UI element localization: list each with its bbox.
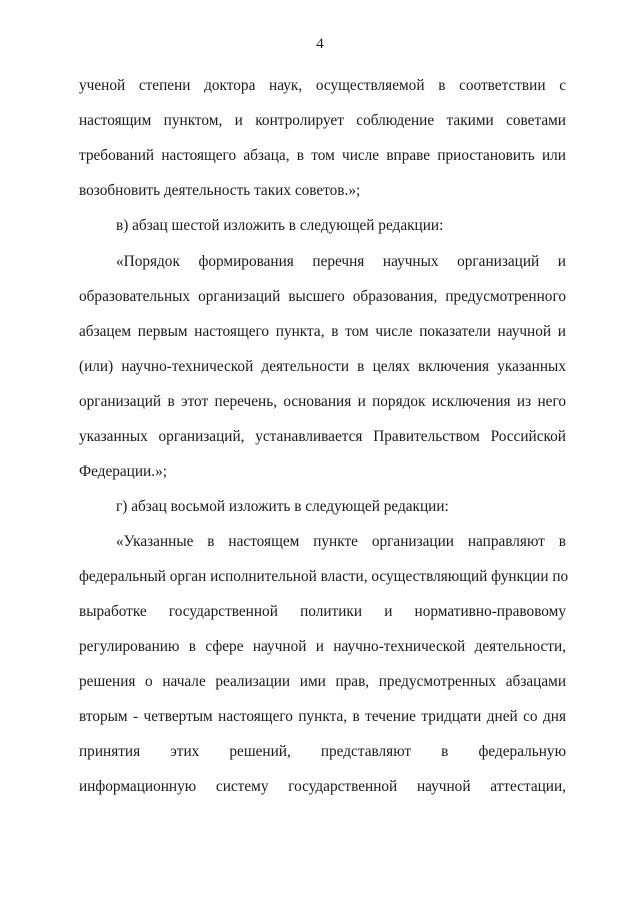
text-line: федеральный орган исполнительной власти, осуществляющий функции по <box>79 568 569 585</box>
text-line: ученой степени доктора наук, осуществляемой в соответствии с <box>79 77 566 94</box>
text-line: регулированию в сфере научной и научно-технической деятельности, <box>79 638 566 655</box>
text-line: «Указанные в настоящем пункте организации направляют в <box>116 533 566 550</box>
paragraph-heading: г) абзац восьмой изложить в следующей редакции: <box>116 498 449 515</box>
text-line: «Порядок формирования перечня научных организаций и <box>116 253 566 270</box>
page-number: 4 <box>316 36 324 52</box>
text-line: организаций в этот перечень, основания и порядок исключения из него <box>79 393 566 410</box>
text-line: информационную систему государственной научной аттестации, <box>79 778 566 795</box>
text-line: настоящим пунктом, и контролирует соблюдение такими советами <box>79 112 566 129</box>
text-line: вторым - четвертым настоящего пункта, в течение тридцати дней со дня <box>79 708 566 725</box>
text-line: указанных организаций, устанавливается Правительством Российской <box>79 428 566 445</box>
text-line: (или) научно-технической деятельности в целях включения указанных <box>79 358 566 375</box>
text-line: образовательных организаций высшего образования, предусмотренного <box>79 288 566 305</box>
text-line: возобновить деятельность таких советов.»; <box>79 182 361 199</box>
paragraph-heading: в) абзац шестой изложить в следующей редакции: <box>116 217 444 234</box>
text-line: решения о начале реализации ими прав, предусмотренных абзацами <box>79 673 566 690</box>
text-line: выработке государственной политики и нормативно-правовому <box>79 603 566 620</box>
text-line: абзацем первым настоящего пункта, в том числе показатели научной и <box>79 323 566 340</box>
text-line: Федерации.»; <box>79 463 167 480</box>
text-line: требований настоящего абзаца, в том числе вправе приостановить или <box>79 147 566 164</box>
text-line: принятия этих решений, представляют в федеральную <box>79 743 566 760</box>
